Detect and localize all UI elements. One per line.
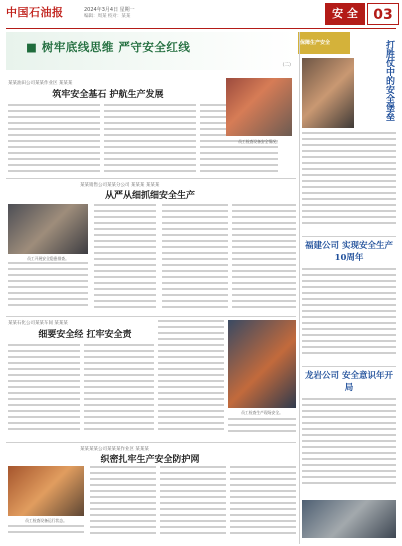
article-body xyxy=(228,418,296,440)
page-number: 03 xyxy=(367,3,399,25)
article-body xyxy=(8,525,84,543)
article-headline: 织密扎牢生产安全防护网 xyxy=(100,455,200,465)
article-body xyxy=(8,104,100,174)
article-kicker: 某某销售公司某某分公司 某某某 某某某 xyxy=(80,183,160,188)
section-divider xyxy=(6,178,296,179)
article-headline: 从严从细抓细安全生产 xyxy=(104,191,195,201)
photo-caption: 员工开展安全隐患排查。 xyxy=(27,256,69,261)
banner-title: ■ 树牢底线思维 严守安全红线 xyxy=(26,40,191,54)
article-body xyxy=(162,204,228,312)
article-headline: 筑牢安全基石 护航生产发展 xyxy=(52,90,164,100)
article-photo xyxy=(8,466,84,516)
article-body xyxy=(94,204,156,312)
photo-caption: 员工检查设备安全情况。 xyxy=(238,139,280,144)
article-body xyxy=(8,344,80,438)
sidebar-body xyxy=(302,398,396,498)
article-photo xyxy=(226,78,292,136)
sidebar-body xyxy=(302,268,396,364)
section-tab: 安 全 xyxy=(325,3,365,25)
article-kicker: 某某石化公司某某车间 某某某 xyxy=(8,321,68,326)
column-divider xyxy=(299,32,300,544)
side-vertical-title: 打胜仗中的安全堡垒 xyxy=(384,40,394,121)
article-body xyxy=(104,104,196,174)
promo-label: 保障生产安全 xyxy=(300,40,331,46)
sidebar-body xyxy=(302,132,396,232)
photo-caption: 员工检查设备运行状态。 xyxy=(25,518,67,523)
masthead-rule xyxy=(6,28,396,29)
issue-date: 2024年3月4日 星期一 xyxy=(84,7,135,13)
article-kicker: 某某某某公司某某某作业区 某某某 xyxy=(80,447,149,452)
sidebar-photo xyxy=(302,58,354,128)
section-divider xyxy=(6,316,296,317)
editor-line: 编辑：周某 校对：某某 xyxy=(84,14,131,19)
section-divider xyxy=(6,442,296,443)
article-kicker: 某某油田公司某某作业区 某某某 xyxy=(8,81,73,86)
article-body xyxy=(160,466,226,544)
banner-subtitle: （二） xyxy=(280,63,294,68)
sidebar-headline: 龙岩公司 安全意识年开局 xyxy=(305,371,393,393)
article-body xyxy=(84,344,154,438)
article-photo xyxy=(8,204,88,254)
article-headline: 细要安全经 扛牢安全责 xyxy=(38,330,132,340)
article-body xyxy=(232,204,296,312)
sidebar-photo xyxy=(302,500,396,538)
section-divider xyxy=(302,366,396,367)
photo-caption: 员工检查生产现场安全。 xyxy=(241,410,283,415)
article-body xyxy=(8,262,88,312)
section-divider xyxy=(302,236,396,237)
article-body xyxy=(230,466,296,544)
article-photo xyxy=(228,320,296,408)
article-body xyxy=(158,320,224,438)
newspaper-logo: 中国石油报 xyxy=(6,6,64,19)
article-body xyxy=(90,466,156,544)
sidebar-headline: 福建公司 实现安全生产10周年 xyxy=(305,241,393,263)
